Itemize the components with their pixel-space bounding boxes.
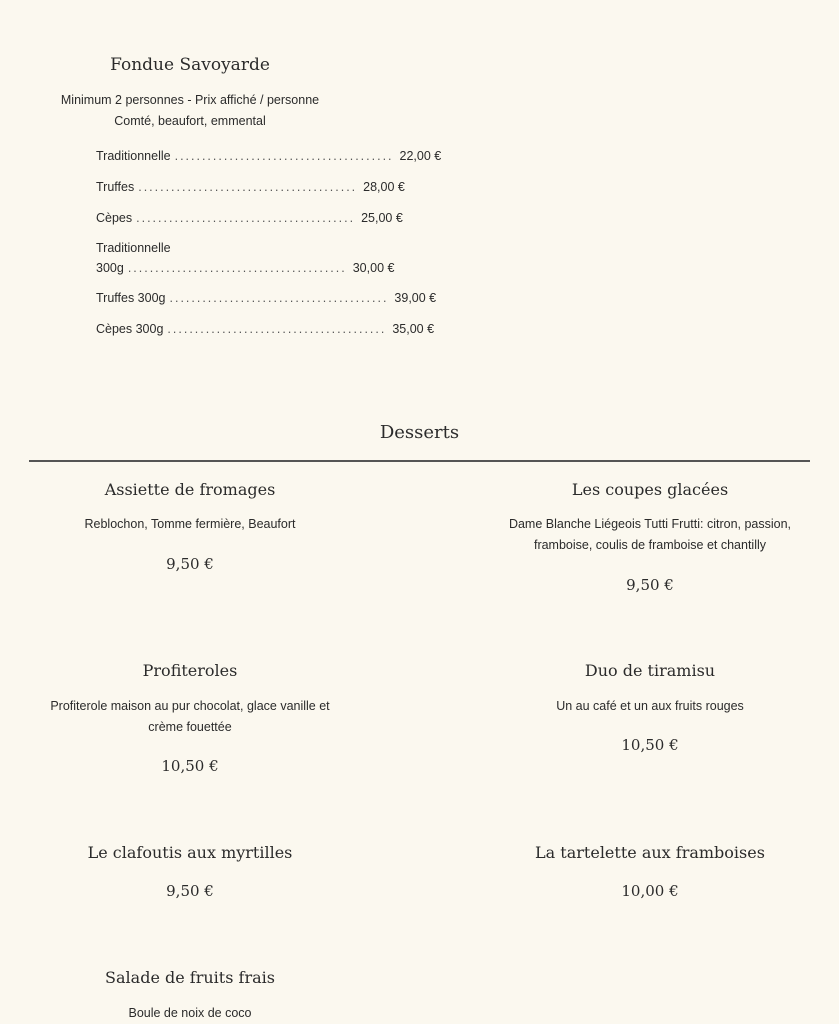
fondue-item-cepes xyxy=(96,211,403,225)
item-label: Cèpes xyxy=(96,211,133,225)
dessert-desc-salade: Boule de noix de coco xyxy=(128,1006,252,1020)
dessert-price-clafoutis: 9,50 € xyxy=(166,882,214,900)
dessert-desc-profiteroles-line2: crème fouettée xyxy=(148,720,232,734)
dessert-desc-profiteroles-line1: Profiterole maison au pur chocolat, glace vanille et xyxy=(50,699,330,713)
fondue-item-truffes xyxy=(96,180,405,194)
dot-leader: ........................................ xyxy=(169,291,389,305)
dessert-desc-coupes-line2: framboise, coulis de framboise et chantilly xyxy=(533,538,767,552)
dessert-title-tartelette: La tartelette aux framboises xyxy=(535,843,765,862)
dot-leader: ........................................ xyxy=(174,149,394,163)
item-label: Traditionnelle xyxy=(96,149,171,163)
item-label: Cèpes 300g xyxy=(96,322,164,336)
fondue-item-cepes-300g xyxy=(96,322,435,336)
dessert-title-coupes: Les coupes glacées xyxy=(571,480,729,499)
fondue-item-traditionnelle xyxy=(96,149,442,163)
dessert-desc-assiette: Reblochon, Tomme fermière, Beaufort xyxy=(84,517,296,531)
dessert-price-tartelette: 10,00 € xyxy=(621,882,679,900)
dessert-title-tiramisu: Duo de tiramisu xyxy=(584,661,716,680)
dot-leader: ........................................ xyxy=(136,211,356,225)
dessert-title-profiteroles: Profiteroles xyxy=(142,661,238,680)
dessert-title-assiette: Assiette de fromages xyxy=(104,480,276,499)
dessert-price-profiteroles: 10,50 € xyxy=(161,757,219,775)
dessert-price-tiramisu: 10,50 € xyxy=(621,736,679,754)
dessert-price-coupes: 9,50 € xyxy=(626,576,674,594)
item-price: 25,00 € xyxy=(361,211,403,225)
item-label: 300g xyxy=(96,261,124,275)
item-label: Truffes xyxy=(96,180,135,194)
item-price: 22,00 € xyxy=(399,149,442,163)
fondue-subtitle-serving: Minimum 2 personnes - Prix affiché / personne xyxy=(60,93,320,107)
item-label-line1: Traditionnelle xyxy=(96,241,171,255)
fondue-subtitle-cheeses: Comté, beaufort, emmental xyxy=(114,114,266,128)
section-divider xyxy=(29,460,810,462)
dessert-title-salade: Salade de fruits frais xyxy=(105,968,275,987)
dessert-desc-coupes-line1: Dame Blanche Liégeois Tutti Frutti: citron, passion, xyxy=(508,517,792,531)
dot-leader: ........................................ xyxy=(167,322,387,336)
dessert-desc-tiramisu: Un au café et un aux fruits rouges xyxy=(556,699,744,713)
fondue-item-truffes-300g xyxy=(96,291,437,305)
item-price: 35,00 € xyxy=(392,322,435,336)
fondue-item-traditionnelle-300g xyxy=(96,261,395,275)
dot-leader: ........................................ xyxy=(138,180,358,194)
fondue-title: Fondue Savoyarde xyxy=(110,55,270,75)
desserts-section-title: Desserts xyxy=(379,422,460,443)
item-label: Truffes 300g xyxy=(96,291,166,305)
dessert-title-clafoutis: Le clafoutis aux myrtilles xyxy=(87,843,293,862)
item-price: 28,00 € xyxy=(363,180,405,194)
dot-leader: ........................................ xyxy=(127,261,347,275)
dessert-price-assiette: 9,50 € xyxy=(166,555,214,573)
item-price: 30,00 € xyxy=(352,261,395,275)
item-price: 39,00 € xyxy=(394,291,437,305)
